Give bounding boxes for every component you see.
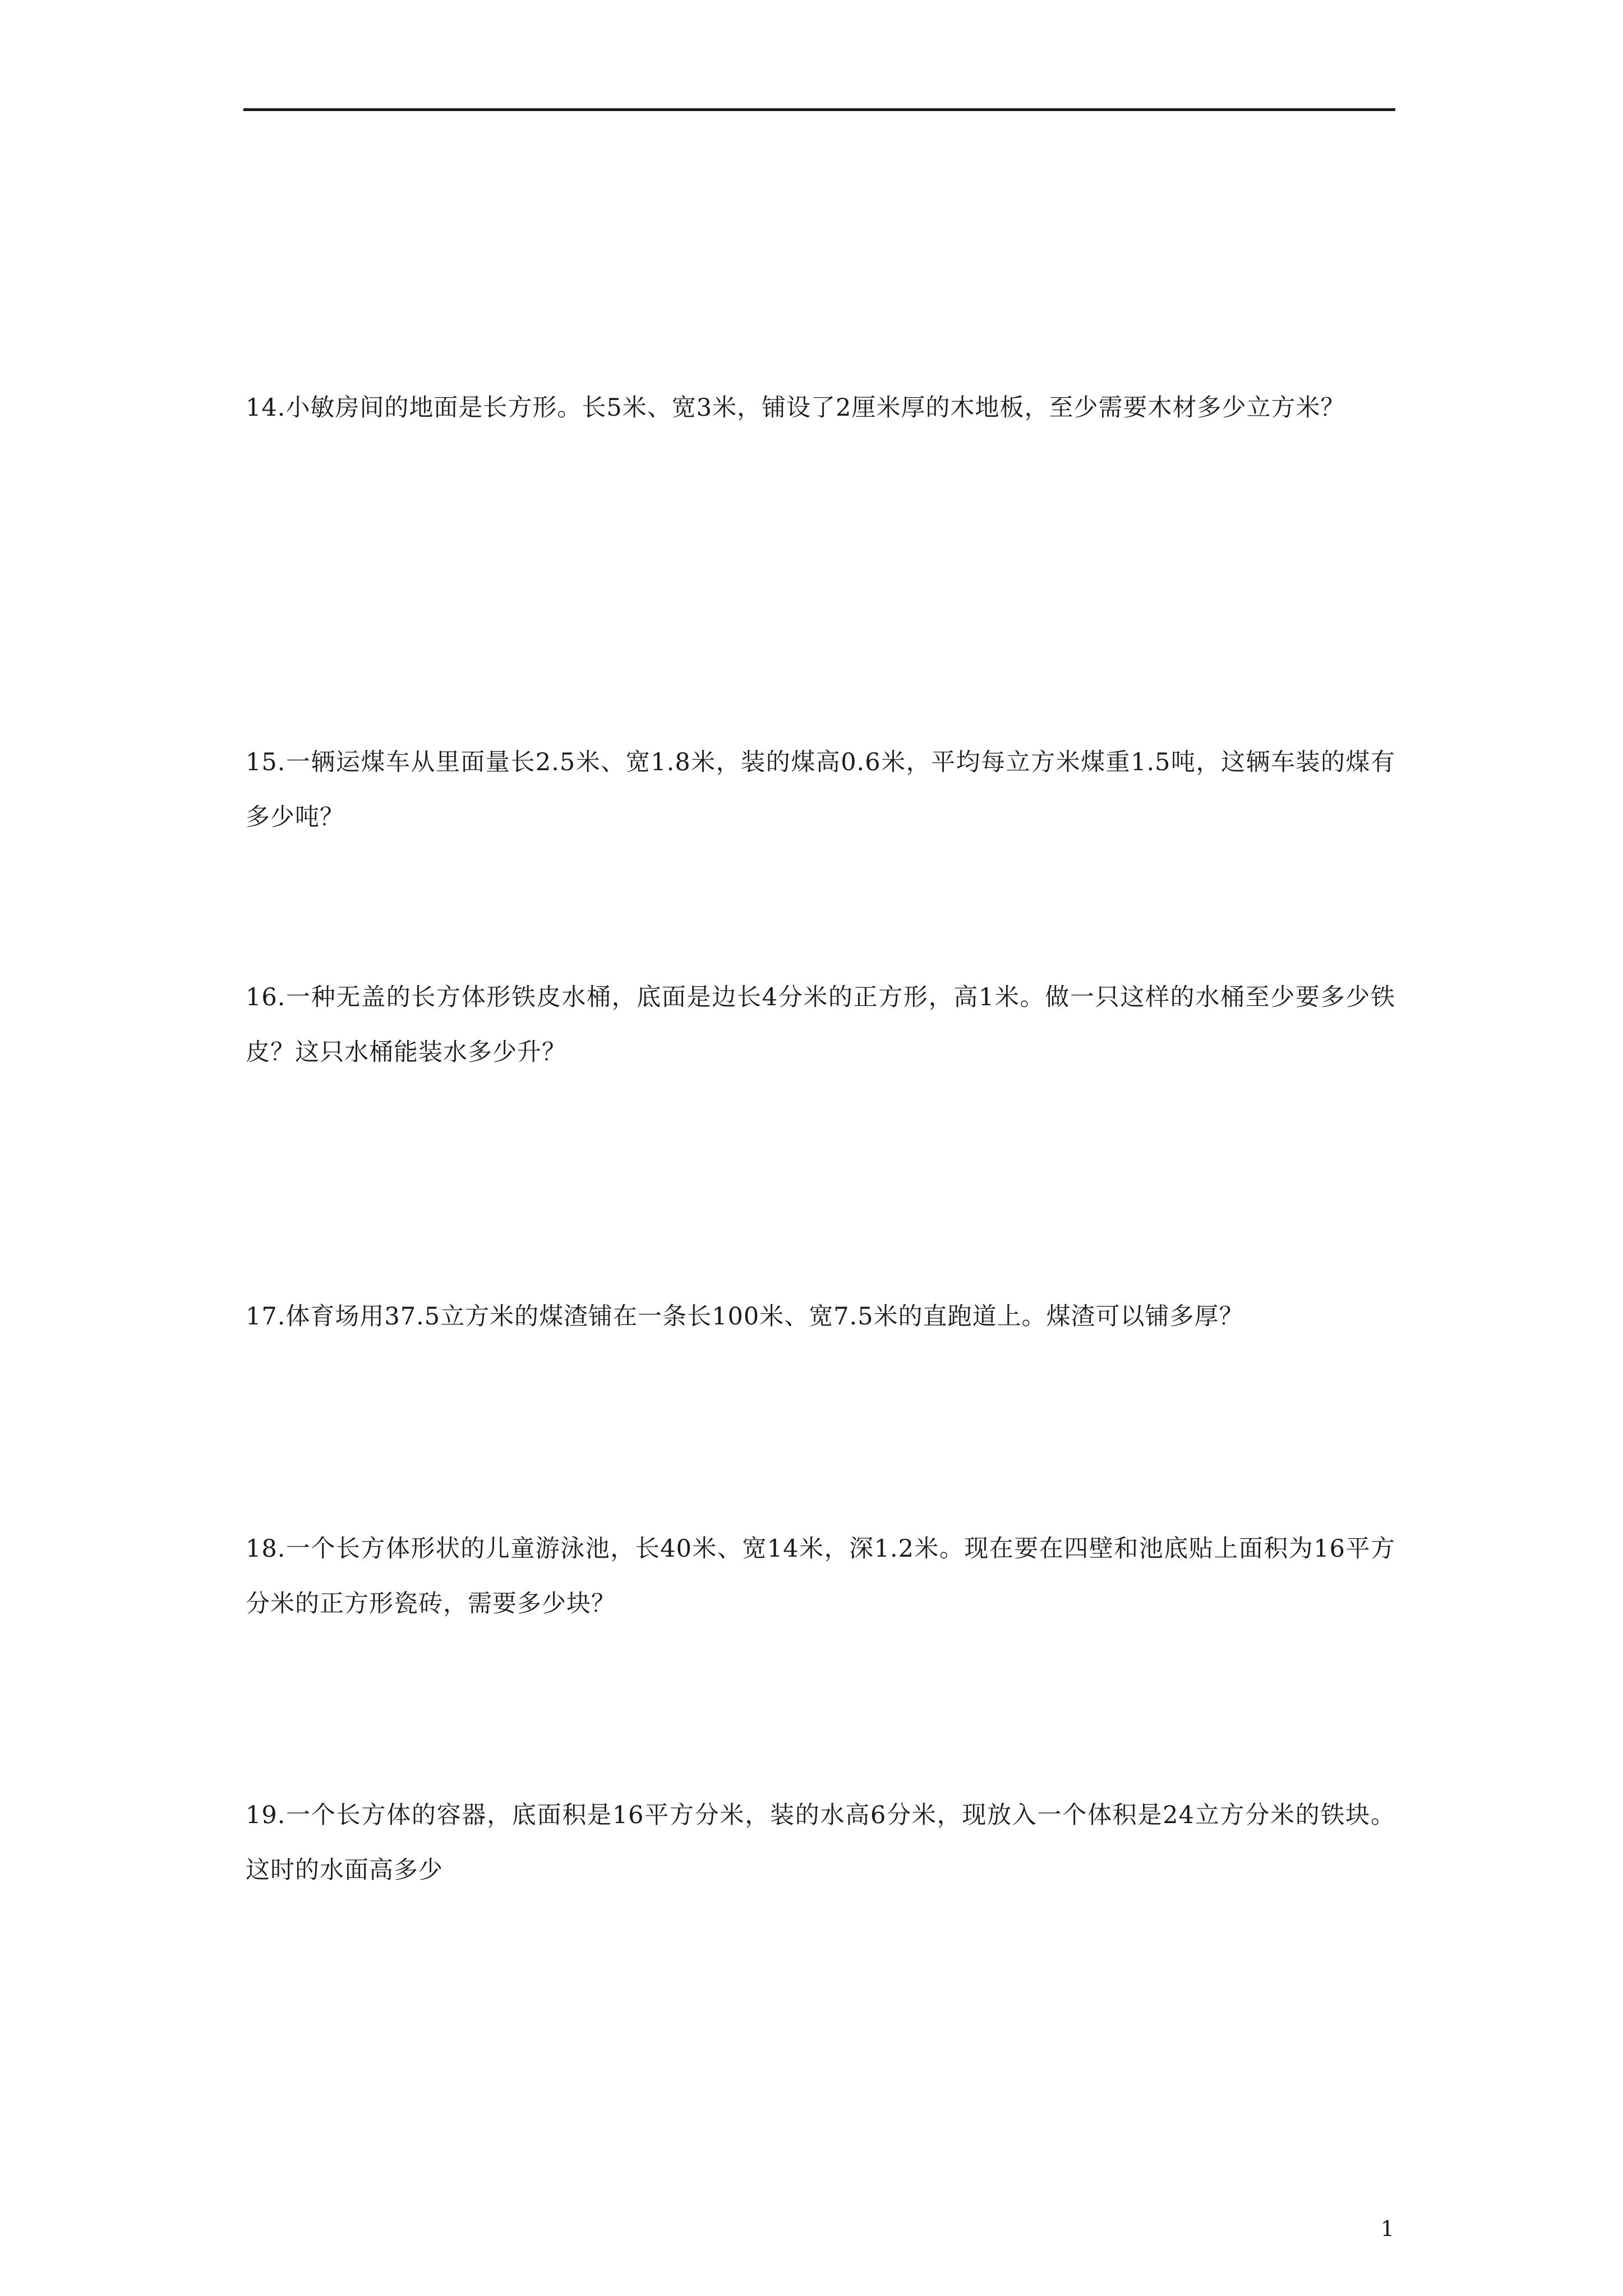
question-16: 16.一种无盖的长方体形铁皮水桶，底面是边长4分米的正方形，高1米。做一只这样的水桶至少要多少铁皮？这只水桶能装水多少升？ [246,983,1395,1066]
page-number: 1 [1380,2216,1394,2241]
header-rule [243,108,1395,111]
question-18: 18.一个长方体形状的儿童游泳池，长40米、宽14米，深1.2米。现在要在四壁和池底贴上面积为16平方分米的正方形瓷砖，需要多少块？ [246,1535,1395,1618]
question-17: 17.体育场用37.5立方米的煤渣铺在一条长100米、宽7.5米的直跑道上。煤渣可以铺多厚？ [246,1303,1244,1331]
question-14: 14.小敏房间的地面是长方形。长5米、宽3米，铺设了2厘米厚的木地板，至少需要木材多少立方米？ [246,394,1345,422]
question-15: 15.一辆运煤车从里面量长2.5米、宽1.8米，装的煤高0.6米，平均每立方米煤重1.5吨，这辆车装的煤有多少吨？ [246,748,1395,831]
question-19: 19.一个长方体的容器，底面积是16平方分米，装的水高6分米，现放入一个体积是24立方分米的铁块。这时的水面高多少 [246,1801,1395,1884]
